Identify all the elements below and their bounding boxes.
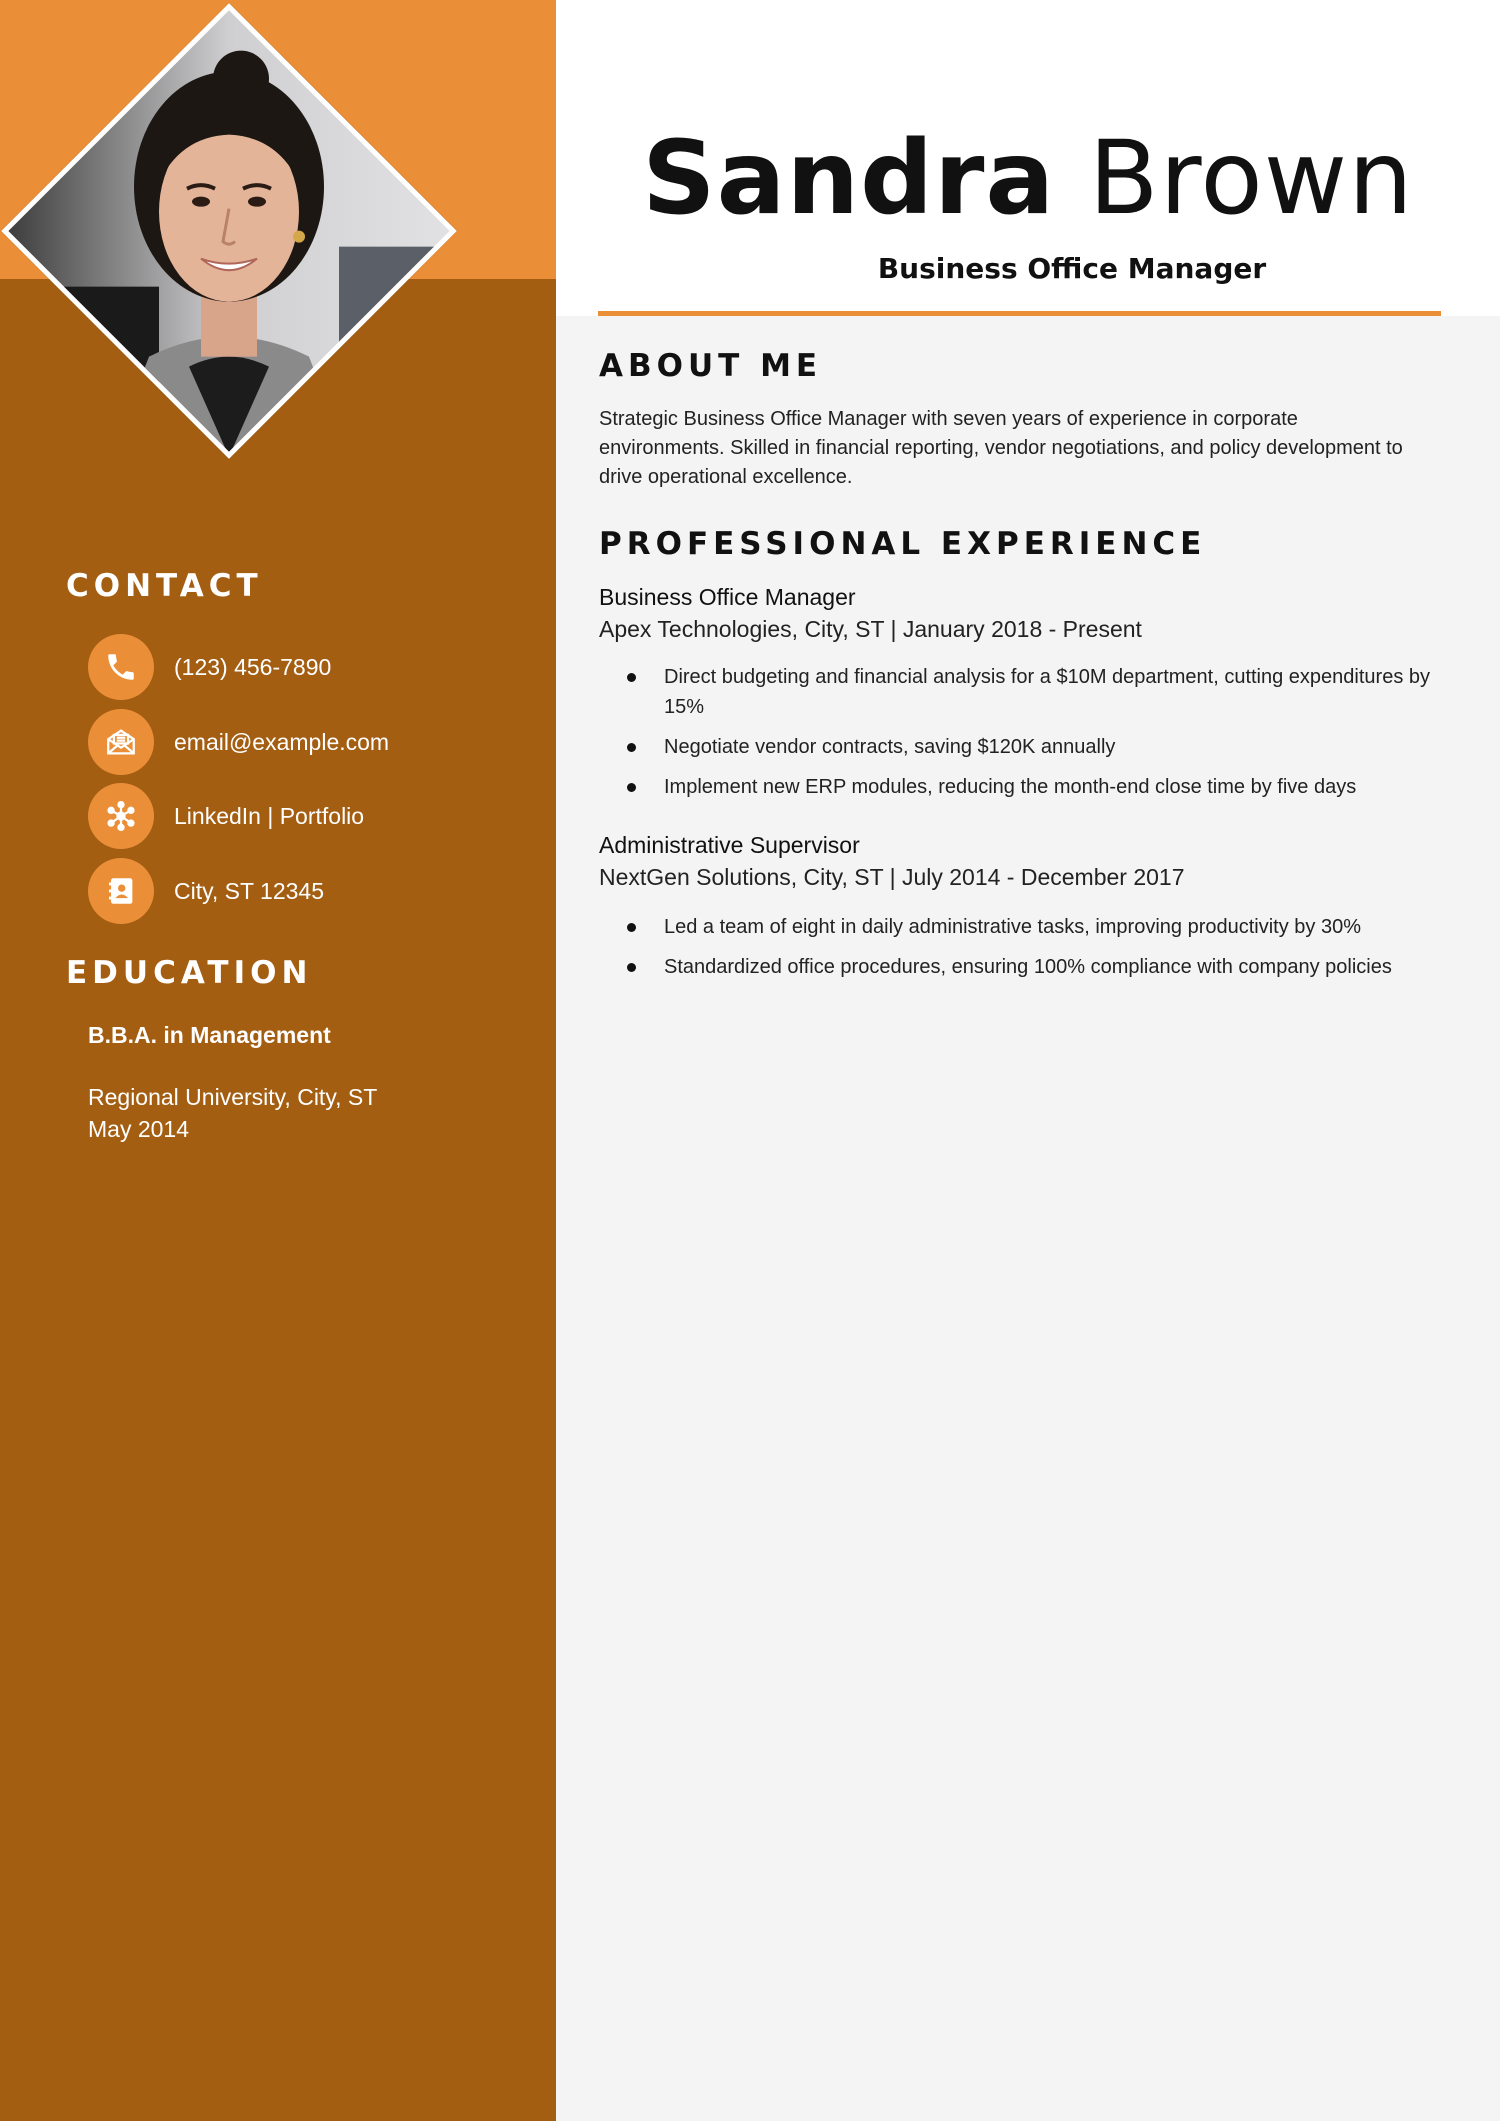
contact-address[interactable] xyxy=(88,858,528,924)
job-2-bullets xyxy=(626,912,1456,982)
list-item: Direct budgeting and financial analysis for a $10M department, cutting expenditures by 15% xyxy=(626,662,1456,722)
education-school: Regional University, City, ST xyxy=(88,1084,378,1110)
contact-heading: CONTACT xyxy=(66,568,263,604)
job-2-company: NextGen Solutions, City, ST | July 2014 - December 2017 xyxy=(599,864,1185,890)
about-text: Strategic Business Office Manager with seven years of experience in corporate environments. Skilled in financial reporting, vendor negotiations, and policy development to drive operational excellence. xyxy=(599,408,1403,488)
envelope-icon xyxy=(88,709,154,775)
job-1-company: Apex Technologies, City, ST | January 2018 - Present xyxy=(599,616,1142,642)
title-divider xyxy=(598,311,1441,316)
phone-text: (123) 456-7890 xyxy=(174,653,332,680)
about-heading: ABOUT ME xyxy=(599,348,823,384)
education-degree: B.B.A. in Management xyxy=(88,1022,331,1048)
job-1-role: Business Office Manager xyxy=(599,584,856,610)
contact-email[interactable] xyxy=(88,709,528,775)
list-item: Implement new ERP modules, reducing the month-end close time by five days xyxy=(626,772,1456,802)
education-heading: EDUCATION xyxy=(66,955,313,991)
job-1-bullets xyxy=(626,662,1456,802)
list-item: Negotiate vendor contracts, saving $120K annually xyxy=(626,732,1456,762)
contact-links[interactable] xyxy=(88,783,528,849)
email-text: email@example.com xyxy=(174,728,390,755)
contact-phone[interactable] xyxy=(88,634,528,700)
list-item: Standardized office procedures, ensuring 100% compliance with company policies xyxy=(626,952,1456,982)
education-date: May 2014 xyxy=(88,1116,190,1142)
address-text: City, ST 12345 xyxy=(174,877,325,904)
job-title: Business Office Manager xyxy=(877,252,1267,285)
first-name: Sandra xyxy=(642,119,1056,238)
job-2-role: Administrative Supervisor xyxy=(599,832,860,858)
list-item: Led a team of eight in daily administrative tasks, improving productivity by 30% xyxy=(626,912,1456,942)
links-text: LinkedIn | Portfolio xyxy=(174,802,365,829)
experience-heading: PROFESSIONAL EXPERIENCE xyxy=(599,526,1207,562)
phone-icon xyxy=(88,634,154,700)
last-name: Brown xyxy=(1088,119,1414,238)
full-name xyxy=(556,119,1500,238)
address-book-icon xyxy=(88,858,154,924)
network-icon xyxy=(88,783,154,849)
